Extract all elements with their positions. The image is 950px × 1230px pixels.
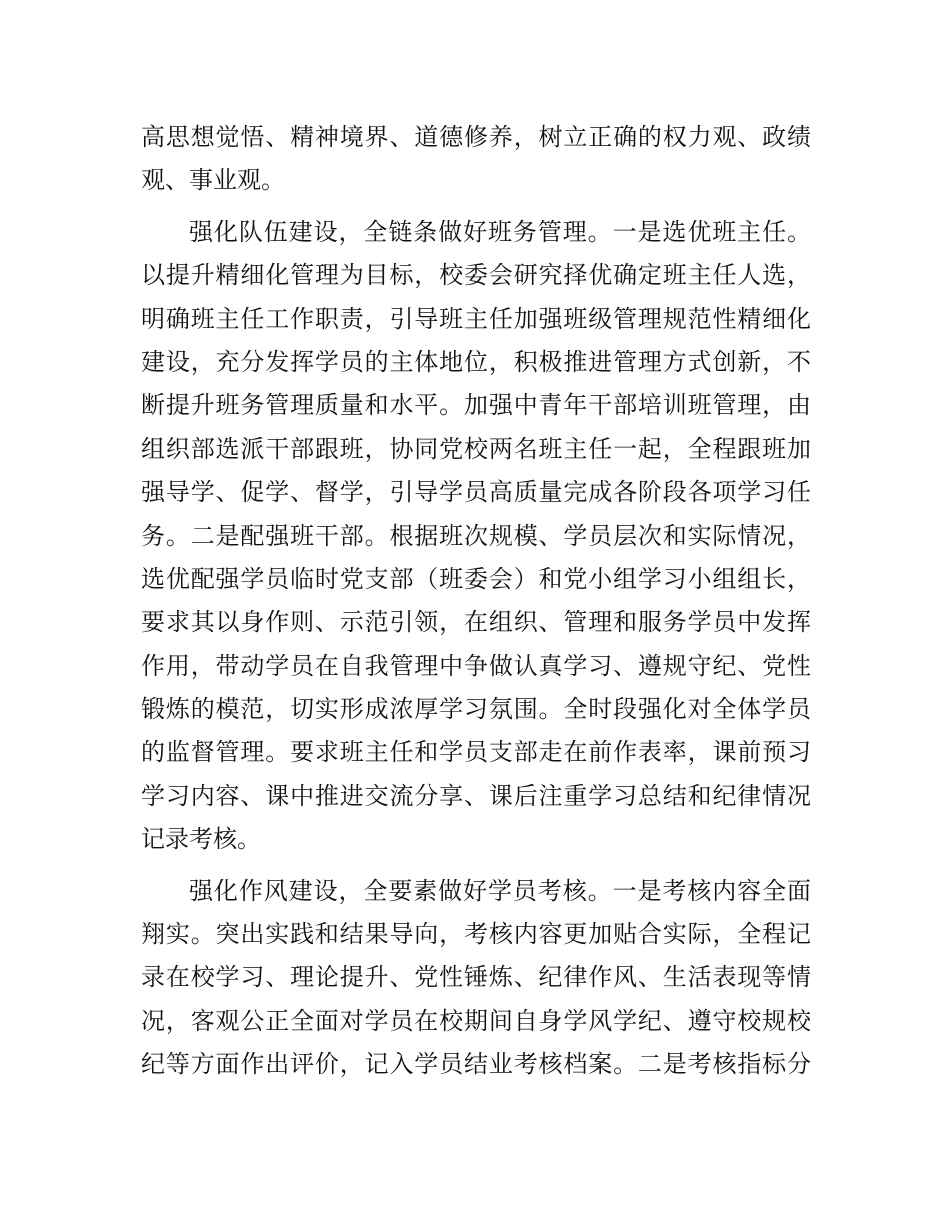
- paragraph-3: [141, 870, 811, 1087]
- text-line: 以提升精细化管理为目标，校委会研究择优确定班主任人选，: [141, 261, 811, 290]
- text-line: 况，客观公正全面对学员在校期间自身学风学纪、遵守校规校: [141, 1006, 811, 1035]
- text-line: 强化队伍建设，全链条做好班务管理。一是选优班主任。: [189, 217, 811, 246]
- text-line: 明确班主任工作职责，引导班主任加强班级管理规范性精细化: [141, 304, 811, 333]
- text-line: 组织部选派干部跟班，协同党校两名班主任一起，全程跟班加: [141, 434, 811, 463]
- text-line: 学习内容、课中推进交流分享、课后注重学习总结和纪律情况: [141, 781, 811, 810]
- text-line: 观、事业观。: [141, 166, 285, 195]
- text-line: 强化作风建设，全要素做好学员考核。一是考核内容全面: [189, 876, 811, 905]
- text-line: 要求其以身作则、示范引领，在组织、管理和服务学员中发挥: [141, 608, 811, 637]
- text-line: 断提升班务管理质量和水平。加强中青年干部培训班管理，由: [141, 391, 811, 420]
- text-line: 纪等方面作出评价，记入学员结业考核档案。二是考核指标分: [141, 1050, 811, 1079]
- paragraph-1: [141, 116, 811, 203]
- text-line: 建设，充分发挥学员的主体地位，积极推进管理方式创新，不: [141, 347, 811, 376]
- text-line: 选优配强学员临时党支部（班委会）和党小组学习小组组长，: [141, 564, 811, 593]
- document-body: [141, 116, 811, 1087]
- text-line: 作用，带动学员在自我管理中争做认真学习、遵规守纪、党性: [141, 651, 811, 680]
- text-line: 务。二是配强班干部。根据班次规模、学员层次和实际情况，: [141, 521, 811, 550]
- paragraph-2: [141, 211, 811, 862]
- text-line: 高思想觉悟、精神境界、道德修养，树立正确的权力观、政绩: [141, 123, 811, 151]
- text-line: 录在校学习、理论提升、党性锤炼、纪律作风、生活表现等情: [141, 963, 811, 992]
- text-line: 的监督管理。要求班主任和学员支部走在前作表率，课前预习: [141, 738, 811, 767]
- text-line: 强导学、促学、督学，引导学员高质量完成各阶段各项学习任: [141, 478, 811, 507]
- text-line: 记录考核。: [141, 825, 261, 854]
- text-line: 锻炼的模范，切实形成浓厚学习氛围。全时段强化对全体学员: [141, 695, 811, 724]
- text-line: 翔实。突出实践和结果导向，考核内容更加贴合实际，全程记: [141, 920, 811, 949]
